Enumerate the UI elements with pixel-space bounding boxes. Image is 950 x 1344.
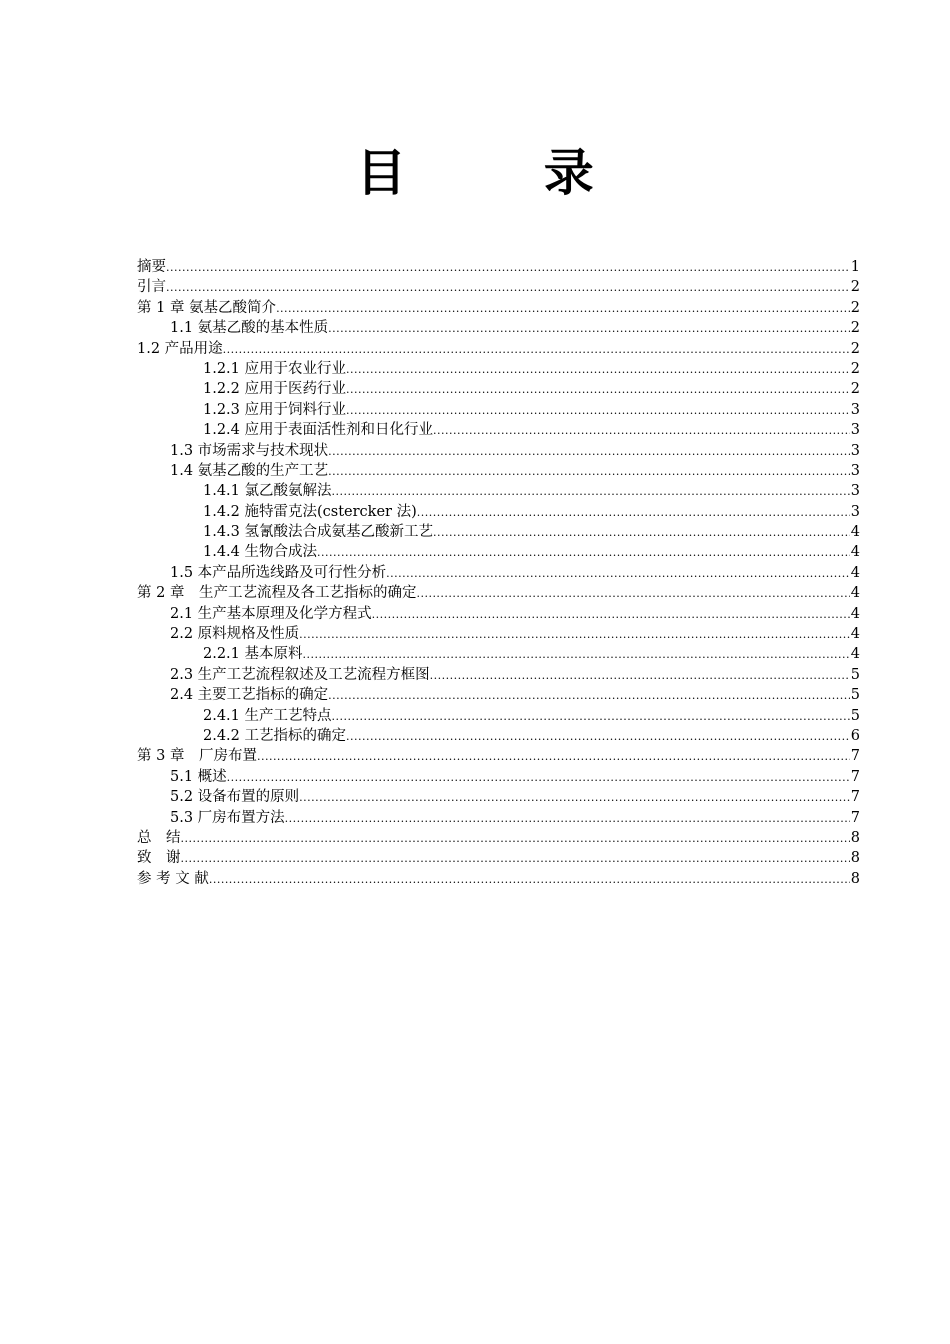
toc-dot-leader xyxy=(181,849,850,869)
toc-dot-leader xyxy=(328,686,850,706)
toc-entry-label: 1.2.1 应用于农业行业 xyxy=(203,360,347,377)
toc-entry-page-number: 8 xyxy=(850,850,860,867)
toc-entry-page-number: 2 xyxy=(850,340,860,357)
toc-dot-leader xyxy=(328,442,850,462)
toc-entry[interactable] xyxy=(137,828,860,848)
toc-entry-label: 2.2.1 基本原料 xyxy=(203,646,303,663)
toc-dot-leader xyxy=(181,829,850,849)
toc-entry-label: 1.4.3 氢氰酸法合成氨基乙酸新工艺 xyxy=(203,524,434,541)
toc-entry-page-number: 5 xyxy=(850,666,860,683)
toc-dot-leader xyxy=(346,401,850,421)
toc-dot-leader xyxy=(227,768,850,788)
toc-entry[interactable] xyxy=(137,420,860,440)
toc-entry[interactable] xyxy=(137,481,860,501)
toc-entry[interactable] xyxy=(137,604,860,624)
toc-dot-leader xyxy=(166,278,850,298)
toc-dot-leader xyxy=(332,707,850,727)
toc-entry-page-number: 5 xyxy=(850,707,860,724)
toc-entry-page-number: 3 xyxy=(850,422,860,439)
toc-entry-label: 1.2.2 应用于医药行业 xyxy=(203,381,347,398)
toc-entry-page-number: 4 xyxy=(850,585,860,602)
toc-entry-page-number: 6 xyxy=(850,727,860,744)
toc-entry[interactable] xyxy=(137,665,860,685)
toc-entry-page-number: 7 xyxy=(850,748,860,765)
toc-entry-label: 2.3 生产工艺流程叙述及工艺流程方框图 xyxy=(170,666,430,683)
toc-dot-leader xyxy=(417,503,850,523)
toc-entry-page-number: 2 xyxy=(850,299,860,316)
toc-entry-page-number: 4 xyxy=(850,544,860,561)
toc-entry-label: 1.2.3 应用于饲料行业 xyxy=(203,401,347,418)
toc-dot-leader xyxy=(433,523,850,543)
toc-entry-page-number: 7 xyxy=(850,809,860,826)
toc-entry-page-number: 3 xyxy=(850,503,860,520)
toc-entry[interactable] xyxy=(137,746,860,766)
toc-dot-leader xyxy=(209,870,850,890)
toc-entry-page-number: 7 xyxy=(850,789,860,806)
toc-entry[interactable] xyxy=(137,767,860,787)
toc-entry-page-number: 4 xyxy=(850,564,860,581)
toc-dot-leader xyxy=(166,258,850,278)
toc-entry-label: 2.2 原料规格及性质 xyxy=(170,626,300,643)
toc-dot-leader xyxy=(332,482,850,502)
toc-entry[interactable] xyxy=(137,787,860,807)
toc-entry-label: 2.4 主要工艺指标的确定 xyxy=(170,687,329,704)
toc-entry-label: 总 结 xyxy=(137,829,181,846)
toc-dot-leader xyxy=(299,788,850,808)
toc-entry-label: 1.4 氨基乙酸的生产工艺 xyxy=(170,462,329,479)
toc-dot-leader xyxy=(430,666,850,686)
toc-entry[interactable] xyxy=(137,563,860,583)
toc-entry[interactable] xyxy=(137,359,860,379)
toc-entry-label: 2.4.1 生产工艺特点 xyxy=(203,707,332,724)
toc-dot-leader xyxy=(346,727,850,747)
toc-entry[interactable] xyxy=(137,379,860,399)
toc-entry[interactable] xyxy=(137,542,860,562)
toc-dot-leader xyxy=(346,380,850,400)
toc-entry-label: 参 考 文 献 xyxy=(137,870,209,887)
toc-entry-page-number: 3 xyxy=(850,401,860,418)
toc-entry-page-number: 5 xyxy=(850,687,860,704)
toc-entry-label: 1.4.2 施特雷克法(cstercker 法) xyxy=(203,503,417,520)
toc-entry[interactable] xyxy=(137,461,860,481)
toc-entry[interactable] xyxy=(137,298,860,318)
toc-entry-page-number: 2 xyxy=(850,381,860,398)
toc-entry[interactable] xyxy=(137,339,860,359)
table-of-contents xyxy=(137,257,860,889)
toc-entry[interactable] xyxy=(137,522,860,542)
toc-entry-page-number: 3 xyxy=(850,442,860,459)
toc-entry[interactable] xyxy=(137,400,860,420)
toc-entry[interactable] xyxy=(137,502,860,522)
toc-entry-page-number: 2 xyxy=(850,320,860,337)
toc-dot-leader xyxy=(317,543,850,563)
toc-entry-label: 1.3 市场需求与技术现状 xyxy=(170,442,329,459)
toc-dot-leader xyxy=(257,747,850,767)
toc-entry[interactable] xyxy=(137,644,860,664)
toc-entry-label: 第 3 章 厂房布置 xyxy=(137,748,257,765)
toc-entry[interactable] xyxy=(137,685,860,705)
toc-entry-page-number: 2 xyxy=(850,360,860,377)
toc-entry-page-number: 3 xyxy=(850,483,860,500)
toc-entry-page-number: 2 xyxy=(850,279,860,296)
toc-entry-label: 第 2 章 生产工艺流程及各工艺指标的确定 xyxy=(137,585,417,602)
toc-entry-label: 第 1 章 氨基乙酸简介 xyxy=(137,299,277,316)
toc-entry-label: 1.1 氨基乙酸的基本性质 xyxy=(170,320,329,337)
toc-entry-page-number: 4 xyxy=(850,626,860,643)
toc-entry[interactable] xyxy=(137,583,860,603)
toc-dot-leader xyxy=(285,809,850,829)
toc-dot-leader xyxy=(433,421,850,441)
toc-entry-label: 5.1 概述 xyxy=(170,768,227,785)
toc-dot-leader xyxy=(299,625,850,645)
toc-dot-leader xyxy=(416,584,849,604)
toc-entry-label: 1.2 产品用途 xyxy=(137,340,223,357)
toc-entry[interactable] xyxy=(137,318,860,338)
toc-entry-label: 摘要 xyxy=(137,259,166,275)
toc-entry-label: 1.4.4 生物合成法 xyxy=(203,544,318,561)
toc-entry-label: 1.4.1 氯乙酸氨解法 xyxy=(203,483,332,500)
toc-entry[interactable] xyxy=(137,869,860,889)
page-title: 目 录 xyxy=(356,144,654,202)
toc-entry-label: 1.5 本产品所选线路及可行性分析 xyxy=(170,564,387,581)
toc-entry-label: 2.1 生产基本原理及化学方程式 xyxy=(170,605,372,622)
toc-entry[interactable] xyxy=(137,277,860,297)
toc-entry-page-number: 8 xyxy=(850,870,860,887)
toc-entry-page-number: 4 xyxy=(850,524,860,541)
toc-dot-leader xyxy=(372,605,850,625)
toc-entry-label: 1.2.4 应用于表面活性剂和日化行业 xyxy=(203,422,434,439)
toc-dot-leader xyxy=(328,462,850,482)
toc-entry-page-number: 4 xyxy=(850,605,860,622)
toc-entry-label: 2.4.2 工艺指标的确定 xyxy=(203,727,347,744)
toc-dot-leader xyxy=(346,360,850,380)
toc-entry[interactable] xyxy=(137,726,860,746)
toc-entry[interactable] xyxy=(137,624,860,644)
toc-entry-page-number: 4 xyxy=(850,646,860,663)
toc-dot-leader xyxy=(223,340,850,360)
toc-entry[interactable] xyxy=(137,808,860,828)
toc-entry-label: 引言 xyxy=(137,279,166,296)
toc-entry[interactable] xyxy=(137,441,860,461)
toc-entry-page-number: 3 xyxy=(850,462,860,479)
toc-dot-leader xyxy=(276,299,850,319)
toc-entry-page-number: 8 xyxy=(850,829,860,846)
toc-dot-leader xyxy=(303,645,850,665)
toc-entry-label: 5.3 厂房布置方法 xyxy=(170,809,285,826)
toc-dot-leader xyxy=(328,319,850,339)
toc-entry[interactable] xyxy=(137,257,860,277)
toc-entry-page-number: 1 xyxy=(850,259,860,275)
toc-dot-leader xyxy=(386,564,850,584)
toc-entry[interactable] xyxy=(137,848,860,868)
toc-entry-label: 致 谢 xyxy=(137,850,181,867)
toc-entry-label: 5.2 设备布置的原则 xyxy=(170,789,300,806)
toc-entry-page-number: 7 xyxy=(850,768,860,785)
toc-entry[interactable] xyxy=(137,706,860,726)
